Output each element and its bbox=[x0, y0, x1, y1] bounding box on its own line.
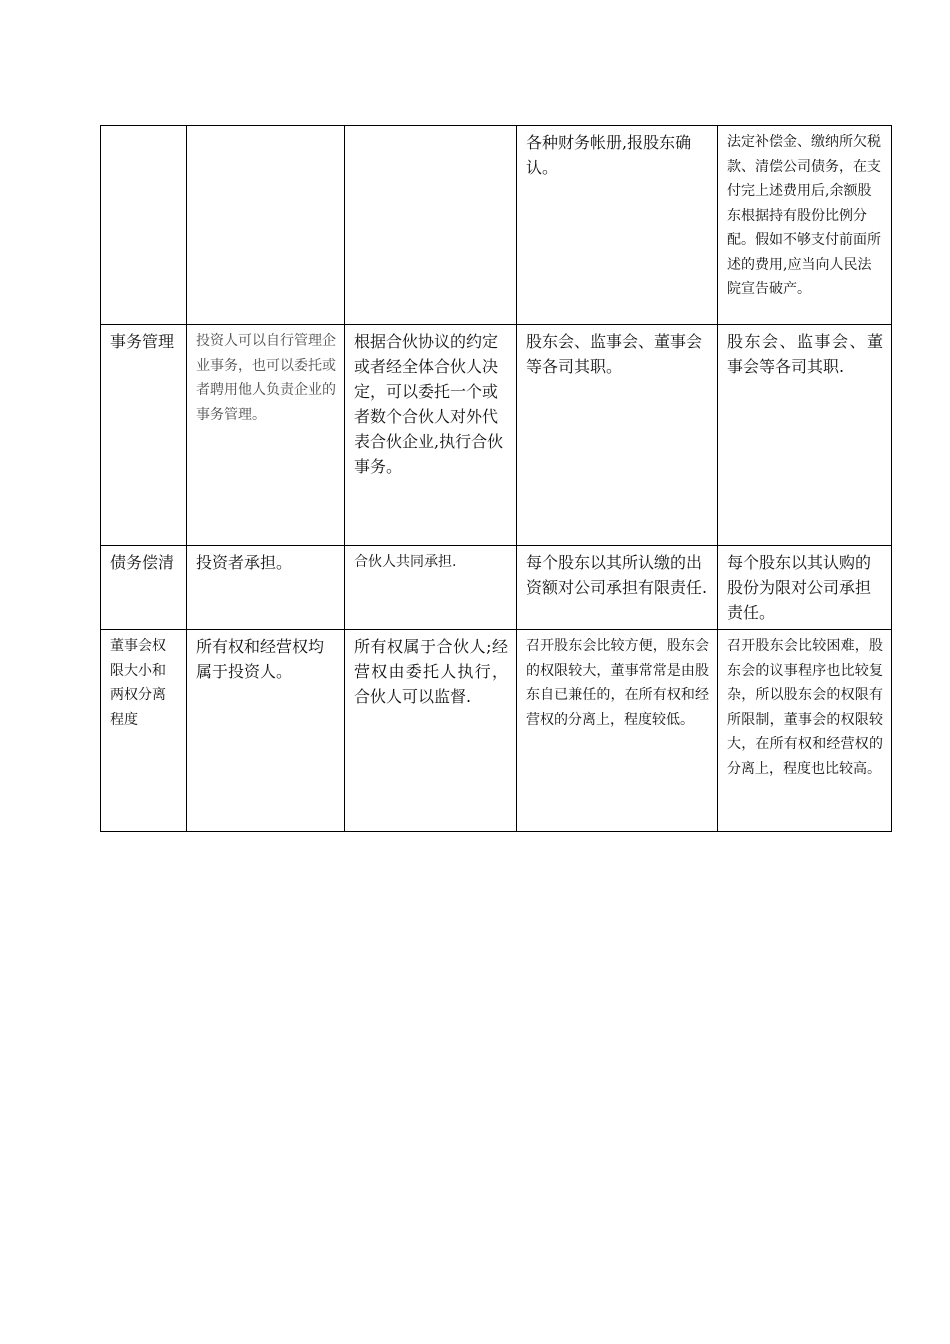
table-row bbox=[101, 126, 892, 325]
partnership-cell: 根据合伙协议的约定或者经全体合伙人决定，可以委托一个或者数个合伙人对外代表合伙企业,执行合伙事务。 bbox=[345, 325, 517, 546]
row-label-cell: 债务偿清 bbox=[101, 546, 187, 630]
partnership-cell bbox=[345, 126, 517, 325]
llc-cell: 每个股东以其所认缴的出资额对公司承担有限责任. bbox=[517, 546, 718, 630]
row-label-cell: 董事会权限大小和两权分离程度 bbox=[101, 630, 187, 832]
row-label-cell: 事务管理 bbox=[101, 325, 187, 546]
sole-proprietorship-cell: 投资者承担。 bbox=[187, 546, 345, 630]
llc-cell: 股东会、监事会、董事会等各司其职。 bbox=[517, 325, 718, 546]
llc-cell: 各种财务帐册,报股东确认。 bbox=[517, 126, 718, 325]
joint-stock-cell: 每个股东以其认购的股份为限对公司承担责任。 bbox=[718, 546, 892, 630]
joint-stock-cell: 法定补偿金、缴纳所欠税款、清偿公司债务，在支付完上述费用后,余额股东根据持有股份比例分配。假如不够支付前面所述的费用,应当向人民法院宣告破产。 bbox=[718, 126, 892, 325]
sole-proprietorship-cell: 所有权和经营权均属于投资人。 bbox=[187, 630, 345, 832]
joint-stock-cell: 召开股东会比较困难，股东会的议事程序也比较复杂，所以股东会的权限有所限制，董事会的权限较大，在所有权和经营权的分离上，程度也比较高。 bbox=[718, 630, 892, 832]
llc-cell: 召开股东会比较方便，股东会的权限较大，董事常常是由股东自已兼任的，在所有权和经营权的分离上，程度较低。 bbox=[517, 630, 718, 832]
partnership-cell: 合伙人共同承担. bbox=[345, 546, 517, 630]
table-row bbox=[101, 630, 892, 832]
row-label-cell bbox=[101, 126, 187, 325]
joint-stock-cell: 股东会、监事会、董事会等各司其职. bbox=[718, 325, 892, 546]
sole-proprietorship-cell bbox=[187, 126, 345, 325]
sole-proprietorship-cell: 投资人可以自行管理企业事务，也可以委托或者聘用他人负责企业的事务管理。 bbox=[187, 325, 345, 546]
partnership-cell: 所有权属于合伙人;经营权由委托人执行，合伙人可以监督. bbox=[345, 630, 517, 832]
comparison-table bbox=[100, 125, 892, 832]
table-row bbox=[101, 546, 892, 630]
table-row bbox=[101, 325, 892, 546]
